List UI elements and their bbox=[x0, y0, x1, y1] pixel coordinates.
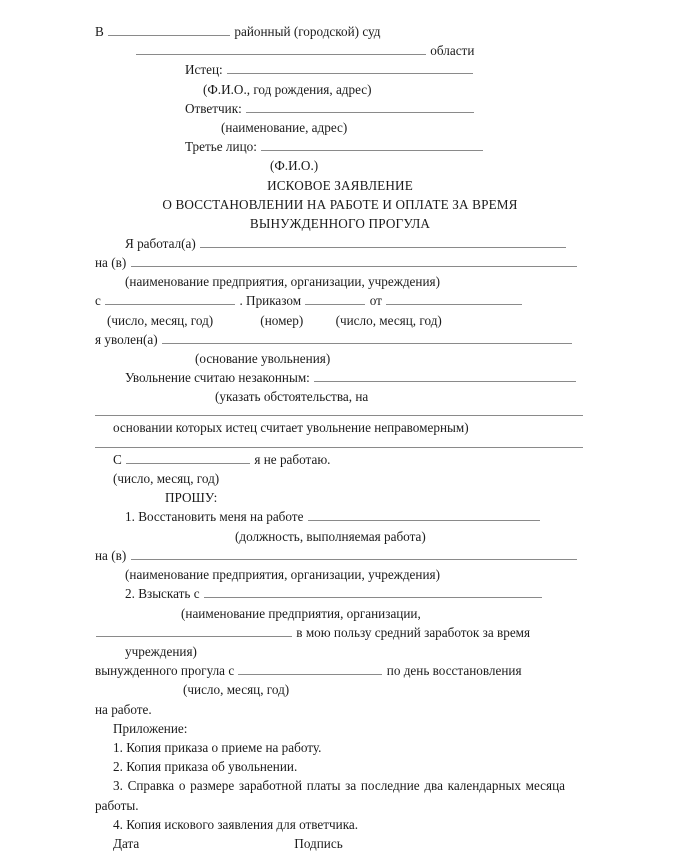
worked-label: Я работал(а) bbox=[125, 235, 196, 251]
attachments-heading-line bbox=[95, 719, 585, 738]
from-date-hint: (число, месяц, год) bbox=[107, 312, 214, 328]
region-line bbox=[95, 41, 585, 60]
from-date-blank[interactable] bbox=[105, 291, 235, 305]
title-line-1: ИСКОВОЕ ЗАЯВЛЕНИЕ bbox=[267, 177, 413, 193]
at-org-blank[interactable] bbox=[131, 253, 577, 267]
third-party-hint-line bbox=[95, 156, 585, 175]
document-body bbox=[95, 22, 585, 853]
request-2-label: 2. Взыскать с bbox=[125, 586, 200, 602]
from-label: с bbox=[95, 293, 101, 309]
requests-heading: ПРОШУ: bbox=[165, 490, 218, 506]
request-1-line bbox=[95, 507, 585, 526]
attachment-item-label: 3. Справка о размере заработной платы за последние два календарных месяца работы. bbox=[95, 778, 565, 813]
defendant-line bbox=[95, 99, 585, 118]
org-hint: (наименование предприятия, организации, учреждения) bbox=[125, 274, 440, 290]
plaintiff-line bbox=[95, 60, 585, 79]
plaintiff-hint-line bbox=[95, 80, 585, 99]
attachment-item bbox=[95, 776, 565, 814]
since-date-hint: (число, месяц, год) bbox=[113, 471, 220, 487]
since-date-blank[interactable] bbox=[126, 450, 250, 464]
court-line bbox=[95, 22, 585, 41]
request-1-org-blank[interactable] bbox=[131, 546, 577, 560]
unlawful-label: Увольнение считаю незаконным: bbox=[125, 370, 310, 386]
request-2-hint-2-line bbox=[95, 642, 585, 661]
request-2-continuation-blank[interactable] bbox=[96, 623, 292, 637]
third-party-blank[interactable] bbox=[261, 137, 483, 151]
at-label: на (в) bbox=[95, 255, 127, 271]
request-2-period-blank[interactable] bbox=[238, 661, 382, 675]
unlawful-blank[interactable] bbox=[314, 368, 576, 382]
court-suffix-label: районный (городской) суд bbox=[234, 24, 381, 39]
plaintiff-blank[interactable] bbox=[227, 60, 473, 74]
dismissed-blank[interactable] bbox=[162, 330, 572, 344]
worked-blank[interactable] bbox=[200, 234, 566, 248]
attachment-item-label: 4. Копия искового заявления для ответчика. bbox=[113, 816, 359, 832]
circumstances-hint-line-2 bbox=[95, 416, 585, 437]
order-number-hint: (номер) bbox=[260, 312, 304, 328]
request-2-hint-2: учреждения) bbox=[125, 643, 197, 659]
request-2-tail-label: на работе. bbox=[95, 701, 152, 717]
request-1-label: 1. Восстановить меня на работе bbox=[125, 509, 304, 525]
not-working-label: я не работаю. bbox=[254, 451, 331, 467]
signature-label: Подпись bbox=[294, 835, 343, 851]
attachment-item bbox=[95, 757, 585, 776]
defendant-label: Ответчик: bbox=[185, 100, 242, 116]
requests-heading-line bbox=[95, 488, 585, 507]
signature-row bbox=[95, 834, 585, 853]
order-hints-line bbox=[95, 311, 585, 330]
third-party-label: Третье лицо: bbox=[185, 139, 257, 155]
request-2-continuation-line bbox=[95, 623, 585, 642]
request-2-continuation-label: в мою пользу средний заработок за время bbox=[296, 624, 531, 640]
request-1-hint-line bbox=[95, 527, 585, 546]
plaintiff-label: Истец: bbox=[185, 62, 223, 78]
request-2-period-label: вынужденного прогула с bbox=[95, 663, 235, 679]
document-title bbox=[95, 176, 585, 234]
org-hint-line bbox=[95, 272, 585, 291]
order-date-blank[interactable] bbox=[386, 291, 522, 305]
request-1-at-label: на (в) bbox=[95, 547, 127, 563]
dismissed-line bbox=[95, 330, 585, 349]
request-2-blank[interactable] bbox=[204, 584, 542, 598]
order-date-hint: (число, месяц, год) bbox=[335, 312, 442, 328]
request-2-tail-line bbox=[95, 700, 585, 719]
dismissal-basis-hint-line bbox=[95, 349, 585, 368]
region-suffix-label: области bbox=[430, 43, 475, 59]
request-1-org-hint-line bbox=[95, 565, 585, 584]
since-date-hint-line bbox=[95, 469, 585, 488]
attachment-item bbox=[95, 815, 585, 834]
at-org-line bbox=[95, 253, 585, 272]
region-name-blank[interactable] bbox=[136, 41, 426, 55]
attachment-item-label: 1. Копия приказа о приеме на работу. bbox=[113, 739, 322, 755]
attachment-item-label: 2. Копия приказа об увольнении. bbox=[113, 759, 298, 775]
request-2-period-suffix: по день восстановления bbox=[386, 663, 522, 679]
request-1-at-line bbox=[95, 546, 585, 565]
unlawful-line bbox=[95, 368, 585, 387]
defendant-blank[interactable] bbox=[246, 99, 474, 113]
circumstances-hint: (указать обстоятельства, на bbox=[215, 389, 369, 405]
dismissed-label: я уволен(а) bbox=[95, 331, 158, 347]
title-line-2: О ВОССТАНОВЛЕНИИ НА РАБОТЕ И ОПЛАТЕ ЗА ВРЕМЯ bbox=[162, 197, 518, 213]
attachment-item bbox=[95, 738, 585, 757]
order-dot: . bbox=[239, 293, 243, 309]
request-1-hint: (должность, выполняемая работа) bbox=[235, 528, 426, 544]
since-line bbox=[95, 448, 585, 469]
order-number-blank[interactable] bbox=[305, 291, 365, 305]
third-party-line bbox=[95, 137, 585, 156]
circumstances-hint-line bbox=[95, 387, 585, 406]
request-1-org-hint: (наименование предприятия, организации, учреждения) bbox=[125, 567, 440, 583]
court-prefix-label: В bbox=[95, 24, 104, 39]
order-label: Приказом bbox=[246, 293, 302, 309]
signature-gap bbox=[139, 834, 294, 853]
request-2-line bbox=[95, 584, 585, 603]
worked-line bbox=[95, 234, 585, 253]
plaintiff-hint: (Ф.И.О., год рождения, адрес) bbox=[203, 81, 372, 97]
request-2-period-hint: (число, месяц, год) bbox=[183, 682, 290, 698]
request-2-period-hint-line bbox=[95, 680, 585, 699]
title-line-3: ВЫНУЖДЕННОГО ПРОГУЛА bbox=[249, 216, 431, 232]
request-2-period-line bbox=[95, 661, 585, 680]
defendant-hint-line bbox=[95, 118, 585, 137]
court-name-blank[interactable] bbox=[108, 22, 230, 36]
order-line bbox=[95, 291, 585, 310]
defendant-hint: (наименование, адрес) bbox=[221, 120, 348, 136]
attachments-heading: Приложение: bbox=[113, 720, 188, 736]
circumstances-hint-2: основании которых истец считает увольнение неправомерным) bbox=[113, 419, 469, 435]
date-label: Дата bbox=[113, 835, 140, 851]
third-party-hint: (Ф.И.О.) bbox=[270, 158, 319, 174]
since-label: С bbox=[113, 451, 122, 467]
request-2-hint-line bbox=[95, 604, 585, 623]
request-2-hint: (наименование предприятия, организации, bbox=[181, 605, 421, 621]
order-from-label: от bbox=[369, 293, 382, 309]
request-1-blank[interactable] bbox=[308, 507, 540, 521]
dismissal-basis-hint: (основание увольнения) bbox=[195, 351, 331, 367]
